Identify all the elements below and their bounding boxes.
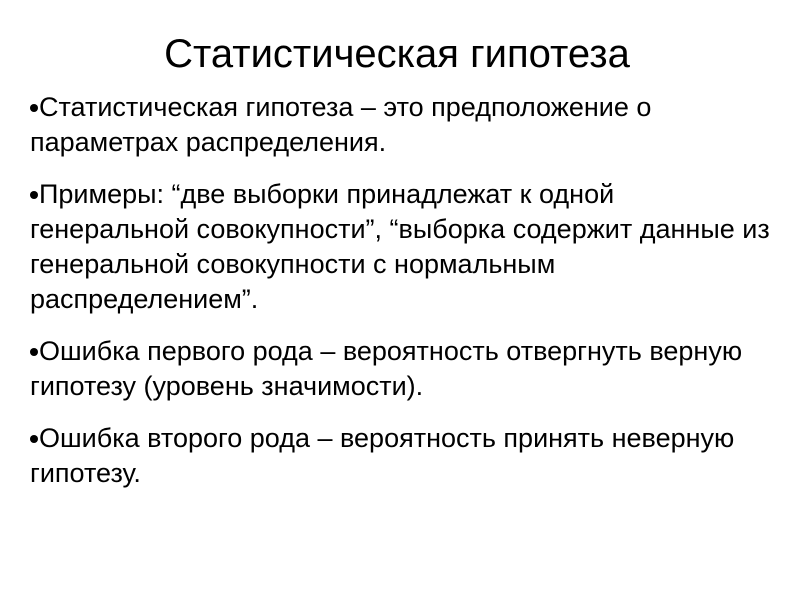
bullet-text: Статистическая гипотеза – это предположение о параметрах распределения. bbox=[30, 92, 652, 157]
bullet-dot-icon bbox=[30, 348, 38, 356]
bullet-item bbox=[30, 90, 770, 160]
bullet-text: Ошибка первого рода – вероятность отвергнуть верную гипотезу (уровень значимости). bbox=[30, 336, 743, 401]
bullet-item bbox=[30, 334, 770, 404]
slide-title: Статистическая гипотеза bbox=[164, 32, 630, 76]
bullet-list bbox=[30, 90, 770, 508]
bullet-dot-icon bbox=[30, 191, 38, 199]
bullet-text: Ошибка второго рода – вероятность принять неверную гипотезу. bbox=[30, 423, 735, 488]
bullet-item bbox=[30, 421, 770, 491]
bullet-dot-icon bbox=[30, 435, 38, 443]
bullet-text: Примеры: “две выборки принадлежат к одной генеральной совокупности”, “выборка содержит данные из генеральной совокупности с нормальным распределением”. bbox=[30, 179, 770, 314]
bullet-item bbox=[30, 177, 770, 317]
bullet-dot-icon bbox=[30, 104, 38, 112]
